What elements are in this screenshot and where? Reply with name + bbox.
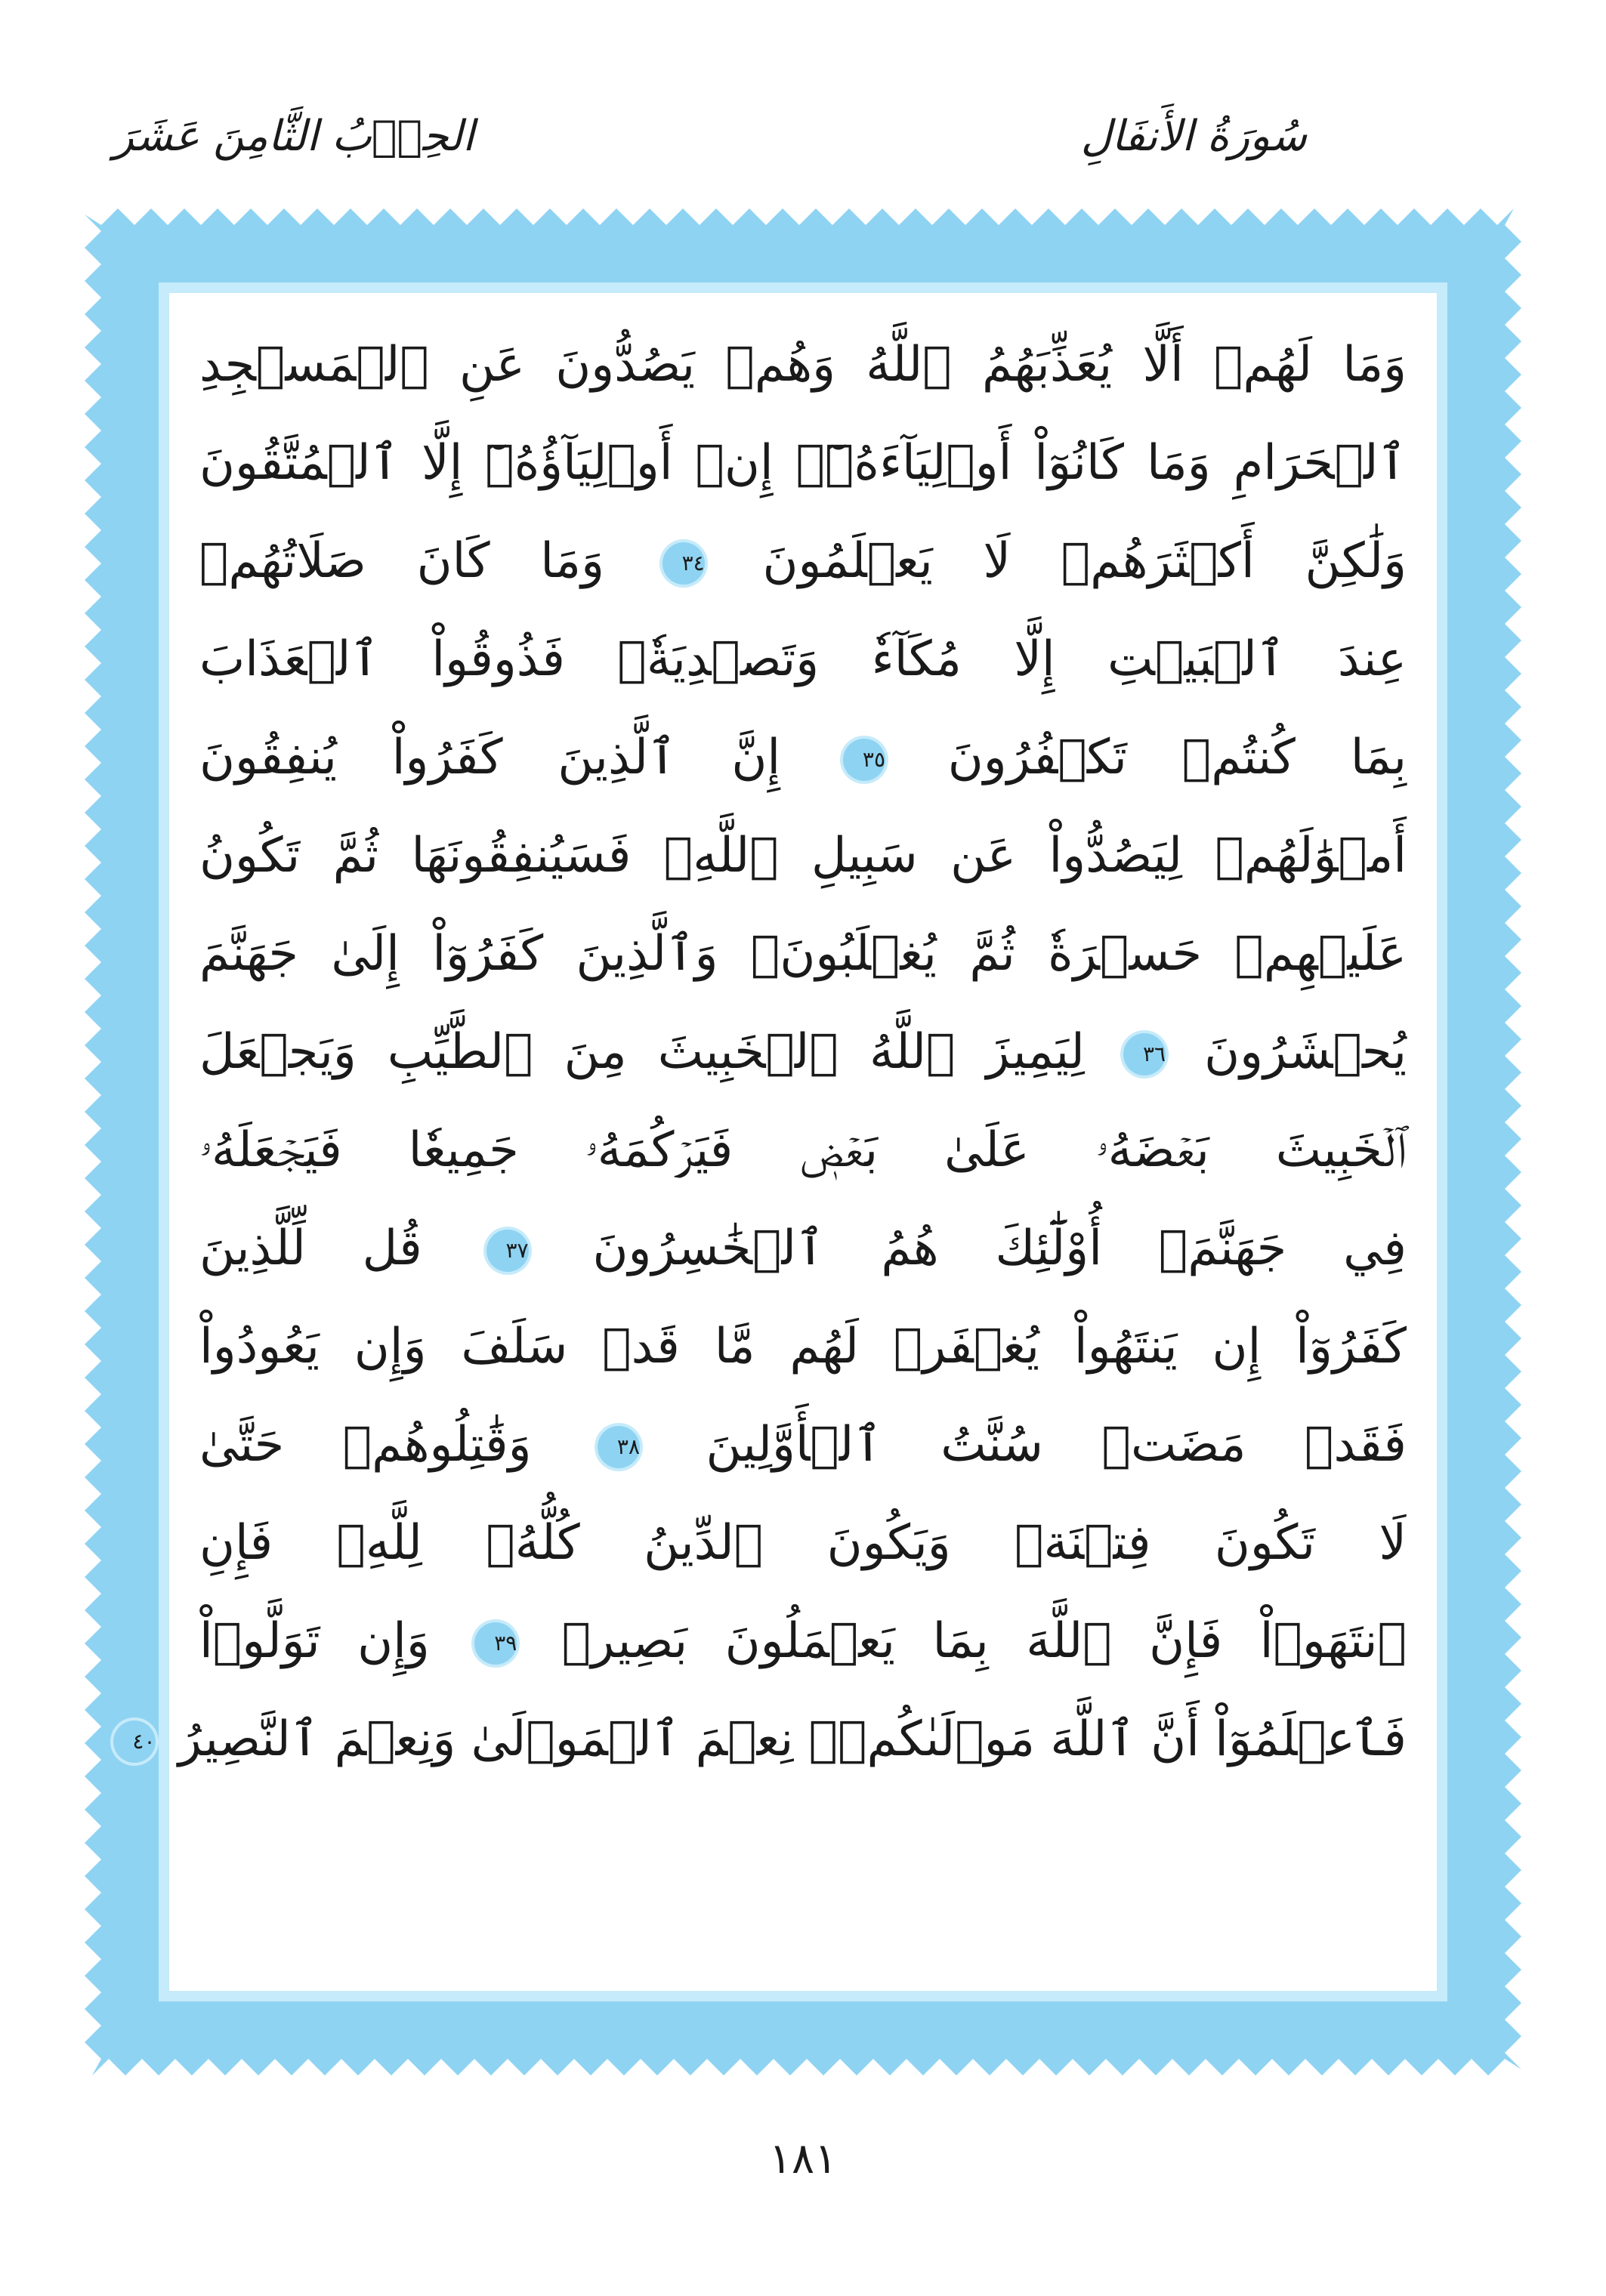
text-line-3: وَلَٰكِنَّ أَكۡثَرَهُمۡ لَا يَعۡلَمُونَ ٣٤ وَمَا كَانَ صَلَاتُهُمۡ bbox=[199, 533, 1407, 589]
text-line-11: كَفَرُوٓاْ إِن يَنتَهُواْ يُغۡفَرۡ لَهُم مَّا قَدۡ سَلَفَ وَإِن يَعُودُواْ bbox=[199, 1319, 1407, 1375]
text-line-8: يُحۡشَرُونَ ٣٦ لِيَمِيزَ ٱللَّهُ ٱلۡخَبِيثَ مِنَ ٱلطَّيِّبِ وَيَجۡعَلَ bbox=[199, 1024, 1407, 1080]
quran-text bbox=[132, 316, 1407, 1968]
text-line-15: فَٱعۡلَمُوٓاْ أَنَّ ٱللَّهَ مَوۡلَىٰكُمۡۚ نِعۡمَ ٱلۡمَوۡلَىٰ وَنِعۡمَ ٱلنَّصِيرُ ٤٠ bbox=[199, 1690, 1407, 1788]
text-line-2: ٱلۡحَرَامِ وَمَا كَانُوٓاْ أَوۡلِيَآءَهُۥٓۚ إِنۡ أَوۡلِيَآؤُهُۥٓ إِلَّا ٱلۡمُتَّقُونَ bbox=[199, 435, 1407, 491]
hizb-label: الحِزۡبُ الثَّامِنَ عَشَرَ bbox=[113, 112, 474, 161]
surah-name: سُورَةُ الأَنفَالِ bbox=[1080, 112, 1307, 161]
ayah-marker: ٤٠ bbox=[113, 1720, 156, 1763]
ayah-marker: ٣٨ bbox=[598, 1426, 640, 1468]
text-line-5: بِمَا كُنتُمۡ تَكۡفُرُونَ ٣٥ إِنَّ ٱلَّذِينَ كَفَرُواْ يُنفِقُونَ bbox=[199, 730, 1407, 785]
ayah-marker: ٣٩ bbox=[474, 1622, 517, 1665]
text-line-12: فَقَدۡ مَضَتۡ سُنَّتُ ٱلۡأَوَّلِينَ ٣٨ وَقَٰتِلُوهُمۡ حَتَّىٰ bbox=[199, 1417, 1407, 1473]
text-line-7: عَلَيۡهِمۡ حَسۡرَةٗ ثُمَّ يُغۡلَبُونَۗ وَٱلَّذِينَ كَفَرُوٓاْ إِلَىٰ جَهَنَّمَ bbox=[199, 926, 1407, 982]
page-number: ١٨١ bbox=[768, 2134, 838, 2183]
text-panel bbox=[132, 293, 1437, 1991]
text-line-4: عِندَ ٱلۡبَيۡتِ إِلَّا مُكَآءٗ وَتَصۡدِيَةٗۚ فَذُوقُواْ ٱلۡعَذَابَ bbox=[199, 631, 1407, 687]
text-line-9: ٱلۡخَبِيثَ بَعۡضَهُۥ عَلَىٰ بَعۡضٖ فَيَرۡكُمَهُۥ جَمِيعٗا فَيَجۡعَلَهُۥ bbox=[199, 1122, 1407, 1178]
text-line-13: لَا تَكُونَ فِتۡنَةٞ وَيَكُونَ ٱلدِّينُ كُلُّهُۥ لِلَّهِۚ فَإِنِ bbox=[199, 1515, 1407, 1571]
page-header bbox=[113, 112, 1307, 180]
text-line-1: وَمَا لَهُمۡ أَلَّا يُعَذِّبَهُمُ ٱللَّهُ وَهُمۡ يَصُدُّونَ عَنِ ٱلۡمَسۡجِدِ bbox=[199, 337, 1407, 393]
text-line-14: ٱنتَهَوۡاْ فَإِنَّ ٱللَّهَ بِمَا يَعۡمَلُونَ بَصِيرٞ ٣٩ وَإِن تَوَلَّوۡاْ bbox=[199, 1613, 1407, 1669]
ayah-marker: ٣٦ bbox=[1123, 1033, 1166, 1075]
text-line-10: فِي جَهَنَّمَۚ أُوْلَٰٓئِكَ هُمُ ٱلۡخَٰسِرُونَ ٣٧ قُل لِّلَّذِينَ bbox=[199, 1221, 1407, 1276]
ornamental-frame bbox=[85, 208, 1521, 2075]
ayah-marker: ٣٧ bbox=[486, 1230, 529, 1272]
text-line-6: أَمۡوَٰلَهُمۡ لِيَصُدُّواْ عَن سَبِيلِ ٱللَّهِۚ فَسَيُنفِقُونَهَا ثُمَّ تَكُونُ bbox=[199, 828, 1407, 884]
ayah-marker: ٣٤ bbox=[662, 542, 705, 585]
ayah-marker: ٣٥ bbox=[843, 739, 885, 781]
